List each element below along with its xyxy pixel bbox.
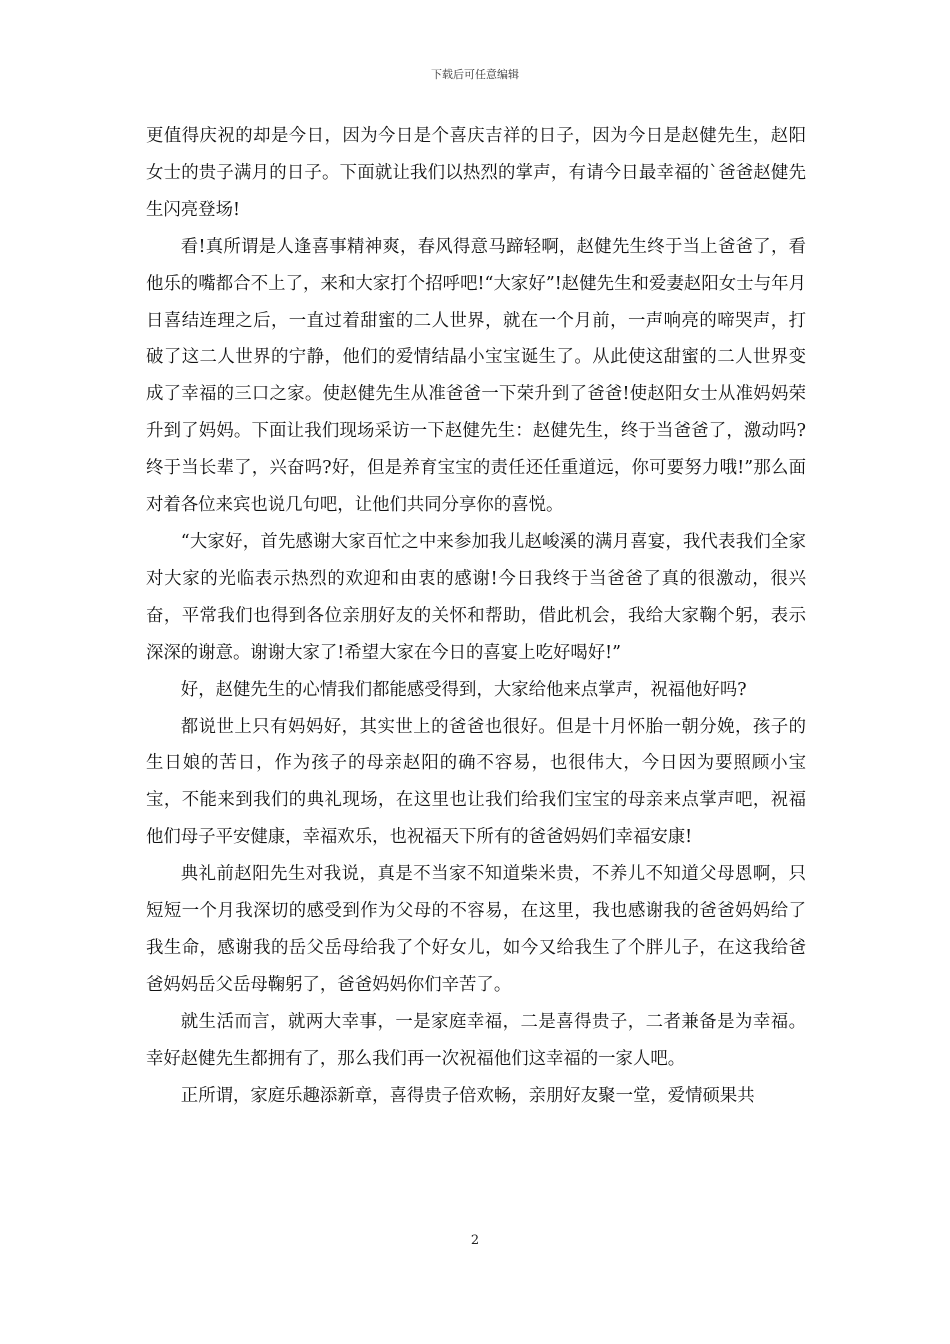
page-number: 2 xyxy=(470,1233,480,1248)
page-header: 下载后可任意编辑 xyxy=(431,68,519,81)
paragraph: 正所谓，家庭乐趣添新章，喜得贵子倍欢畅，亲朋好友聚一堂，爱情硕果共 xyxy=(180,1085,755,1106)
paragraph: 都说世上只有妈妈好，其实世上的爸爸也很好。但是十月怀胎一朝分娩，孩子的生日娘的苦日，作为孩子的母亲赵阳的确不容易，也很伟大，今日因为要照顾小宝宝，不能来到我们的典礼现场，在这里也让我们给我们宝宝的母亲来点掌声吧，祝福他们母子平安健康，幸福欢乐，也祝福天下所有的爸爸妈妈们幸福安康! xyxy=(146,716,806,848)
document-body xyxy=(146,118,806,1114)
paragraph: 好，赵健先生的心情我们都能感受得到，大家给他来点掌声，祝福他好吗? xyxy=(180,679,747,700)
paragraph: 就生活而言，就两大幸事，一是家庭幸福，二是喜得贵子，二者兼备是为幸福。幸好赵健先生都拥有了，那么我们再一次祝福他们这幸福的一家人吧。 xyxy=(146,1011,806,1069)
paragraph-continuation: 更值得庆祝的却是今日，因为今日是个喜庆吉祥的日子，因为今日是赵健先生，赵阳女士的贵子满月的日子。下面就让我们以热烈的掌声，有请今日最幸福的`爸爸赵健先生闪亮登场! xyxy=(146,126,806,220)
paragraph: 看!真所谓是人逢喜事精神爽，春风得意马蹄轻啊，赵健先生终于当上爸爸了，看他乐的嘴都合不上了，来和大家打个招呼吧!“大家好”!赵健先生和爱妻赵阳女士与年月日喜结连理之后，一直过着甜蜜的二人世界，就在一个月前，一声响亮的啼哭声，打破了这二人世界的宁静，他们的爱情结晶小宝宝诞生了。从此使这甜蜜的二人世界变成了幸福的三口之家。使赵健先生从准爸爸一下荣升到了爸爸!使赵阳女士从准妈妈荣升到了妈妈。下面让我们现场采访一下赵健先生：赵健先生，终于当爸爸了，激动吗?终于当长辈了，兴奋吗?好，但是养育宝宝的责任还任重道远，你可要努力哦!”那么面对着各位来宾也说几句吧，让他们共同分享你的喜悦。 xyxy=(146,236,806,516)
paragraph: “大家好，首先感谢大家百忙之中来参加我儿赵峻溪的满月喜宴，我代表我们全家对大家的光临表示热烈的欢迎和由衷的感谢!今日我终于当爸爸了真的很激动，很兴奋，平常我们也得到各位亲朋好友的关怀和帮助，借此机会，我给大家鞠个躬，表示深深的谢意。谢谢大家了!希望大家在今日的喜宴上吃好喝好!” xyxy=(146,531,806,663)
paragraph: 典礼前赵阳先生对我说，真是不当家不知道柴米贵，不养儿不知道父母恩啊，只短短一个月我深切的感受到作为父母的不容易，在这里，我也感谢我的爸爸妈妈给了我生命，感谢我的岳父岳母给我了个好女儿，如今又给我生了个胖儿子，在这我给爸爸妈妈岳父岳母鞠躬了，爸爸妈妈你们辛苦了。 xyxy=(146,864,806,995)
